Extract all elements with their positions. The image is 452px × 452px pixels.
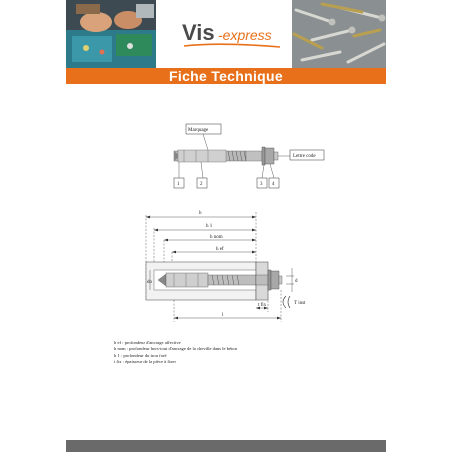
svg-text:Vis: Vis: [182, 20, 215, 45]
callout-2: 2: [200, 182, 203, 187]
dim-l: l: [222, 313, 224, 318]
dim-tfix: t fix: [258, 303, 267, 308]
installation-section: [146, 211, 306, 322]
anchor-side-view: [174, 124, 324, 188]
page-title: Fiche Technique: [66, 68, 386, 84]
legend-item: h nom : profondeur hors-tout d'ancrage de la cheville dans le béton: [114, 346, 237, 352]
legend-item: h 1 : profondeur du trou foré: [114, 352, 167, 358]
dim-d: d: [295, 279, 298, 284]
dimension-legend: [114, 340, 237, 366]
callout-3: 3: [260, 182, 263, 187]
dim-h1: h 1: [206, 224, 213, 229]
footer-bar: [66, 440, 386, 452]
technical-drawing: [66, 0, 386, 440]
legend-item: t fix : épaisseur de la pièce à fixer: [114, 359, 176, 365]
callout-4: 4: [272, 182, 275, 187]
svg-text:-express: -express: [218, 27, 272, 43]
legend-item: h ef : profondeur d'ancrage affective: [114, 340, 181, 345]
dim-hnom: h nom: [210, 235, 223, 240]
dim-h: h: [199, 211, 202, 216]
dim-hef: h ef: [216, 247, 224, 252]
torque-label: T inst: [294, 301, 306, 306]
lettre-code-label: Lettre code: [293, 154, 316, 159]
callout-1: 1: [177, 182, 180, 187]
marquage-label: Marquage: [188, 128, 209, 133]
datasheet-page: [66, 0, 386, 452]
dim-do: do: [147, 280, 152, 285]
